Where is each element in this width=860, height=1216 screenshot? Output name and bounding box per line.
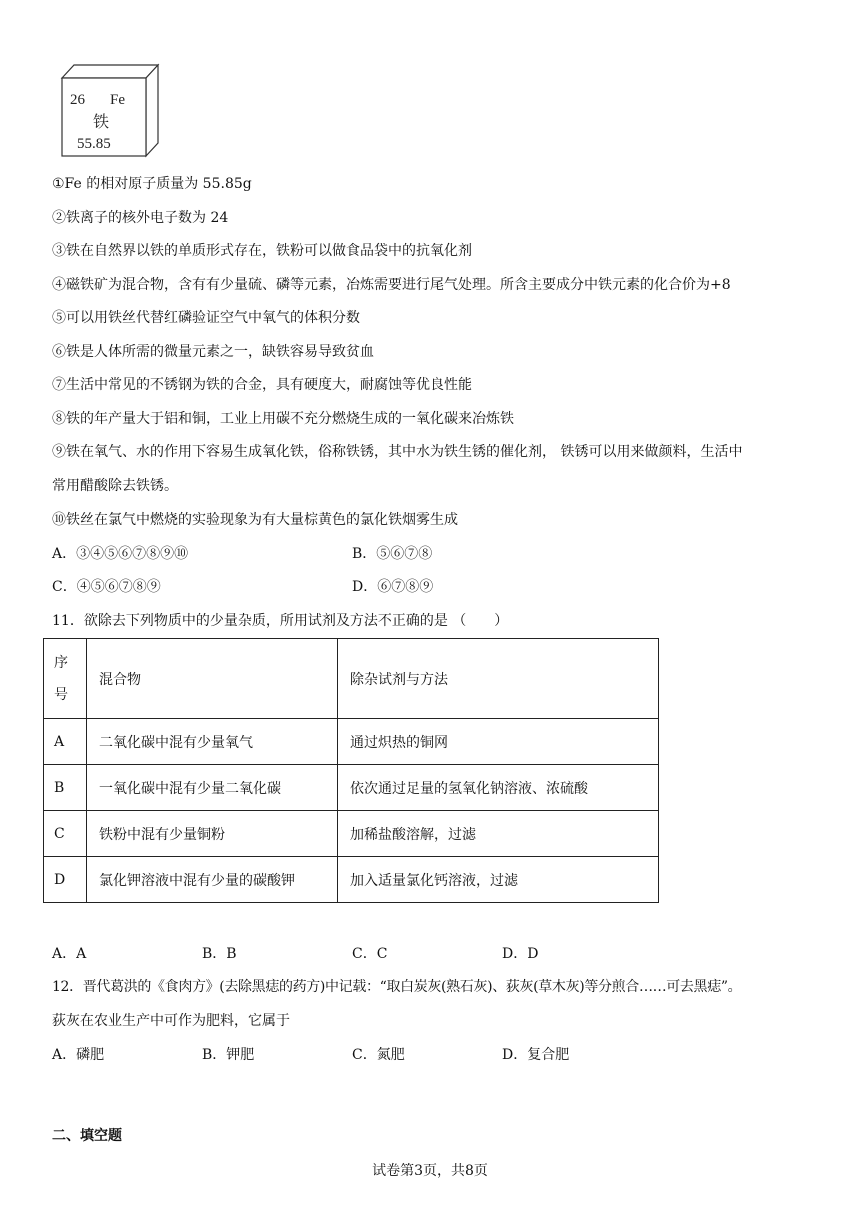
row-seq: A [44,719,87,765]
q11-table [43,638,659,903]
element-cube-drawing [58,62,162,158]
table-row [44,857,659,903]
q10-option-c[interactable]: C．④⑤⑥⑦⑧⑨ [52,579,161,595]
q12-stem-line-2: 荻灰在农业生产中可作为肥料，它属于 [52,1013,290,1029]
atomic-number: 26 [70,92,85,108]
table-header-row [44,639,659,719]
q11-option-c[interactable]: C．C [352,946,388,962]
row-mixture: 铁粉中混有少量铜粉 [87,811,338,857]
table-row [44,719,659,765]
row-mixture: 一氧化碳中混有少量二氧化碳 [87,765,338,811]
row-seq: C [44,811,87,857]
q10-option-a[interactable]: A．③④⑤⑥⑦⑧⑨⑩ [52,546,189,562]
q11-option-d[interactable]: D．D [502,946,539,962]
iron-element-tile [58,62,162,158]
q12-stem-line-1: 12．晋代葛洪的《食肉方》(去除黑痣的药方)中记载：“取白炭灰(熟石灰)、荻灰(草木灰)等分煎合……可去黑痣”。 [52,979,742,995]
element-name: 铁 [93,114,110,131]
table-row [44,765,659,811]
q11-option-b[interactable]: B．B [202,946,237,962]
table-row [44,811,659,857]
statement-7: ⑦生活中常见的不锈钢为铁的合金，具有硬度大，耐腐蚀等优良性能 [52,377,472,393]
atomic-mass: 55.85 [77,136,111,152]
row-method: 加入适量氯化钙溶液，过滤 [338,857,659,903]
row-method: 通过炽热的铜网 [338,719,659,765]
header-method: 除杂试剂与方法 [338,639,659,719]
header-seq-line-2: 号 [54,686,68,703]
row-seq: B [44,765,87,811]
statement-4: ④磁铁矿为混合物，含有有少量硫、磷等元素，冶炼需要进行尾气处理。所含主要成分中铁元素的化合价为+8 [52,277,731,293]
q10-option-d[interactable]: D．⑥⑦⑧⑨ [352,579,434,595]
q12-option-d[interactable]: D．复合肥 [502,1047,570,1063]
statement-1: ①Fe 的相对原子质量为 55.85g [52,176,252,192]
q11-option-a[interactable]: A．A [52,946,87,962]
statement-6: ⑥铁是人体所需的微量元素之一，缺铁容易导致贫血 [52,344,374,360]
statement-2: ②铁离子的核外电子数为 24 [52,210,229,226]
row-mixture: 二氧化碳中混有少量氧气 [87,719,338,765]
statement-8: ⑧铁的年产量大于铝和铜，工业上用碳不充分燃烧生成的一氧化碳来冶炼铁 [52,411,514,427]
q11-stem: 11．欲除去下列物质中的少量杂质，所用试剂及方法不正确的是 （ ） [52,613,509,629]
q10-option-b[interactable]: B．⑤⑥⑦⑧ [352,546,433,562]
q12-option-b[interactable]: B．钾肥 [202,1047,255,1063]
row-seq: D [44,857,87,903]
row-mixture: 氯化钾溶液中混有少量的碳酸钾 [87,857,338,903]
statement-3: ③铁在自然界以铁的单质形式存在，铁粉可以做食品袋中的抗氧化剂 [52,243,472,259]
element-symbol: Fe [110,92,125,108]
statement-10: ⑩铁丝在氯气中燃烧的实验现象为有大量棕黄色的氯化铁烟雾生成 [52,512,458,528]
row-method: 加稀盐酸溶解，过滤 [338,811,659,857]
section-title: 二、填空题 [52,1128,122,1144]
statement-9-continued: 常用醋酸除去铁锈。 [52,478,178,494]
statement-9: ⑨铁在氧气、水的作用下容易生成氧化铁，俗称铁锈，其中水为铁生锈的催化剂， 铁锈可以用来做颜料，生活中 [52,444,743,460]
q12-option-c[interactable]: C．氮肥 [352,1047,405,1063]
q12-option-a[interactable]: A．磷肥 [52,1047,105,1063]
row-method: 依次通过足量的氢氧化钠溶液、浓硫酸 [338,765,659,811]
header-seq [44,639,87,719]
header-mixture: 混合物 [87,639,338,719]
statement-5: ⑤可以用铁丝代替红磷验证空气中氧气的体积分数 [52,310,360,326]
header-seq-line-1: 序 [54,654,68,671]
page-footer: 试卷第3页，共8页 [372,1163,488,1179]
